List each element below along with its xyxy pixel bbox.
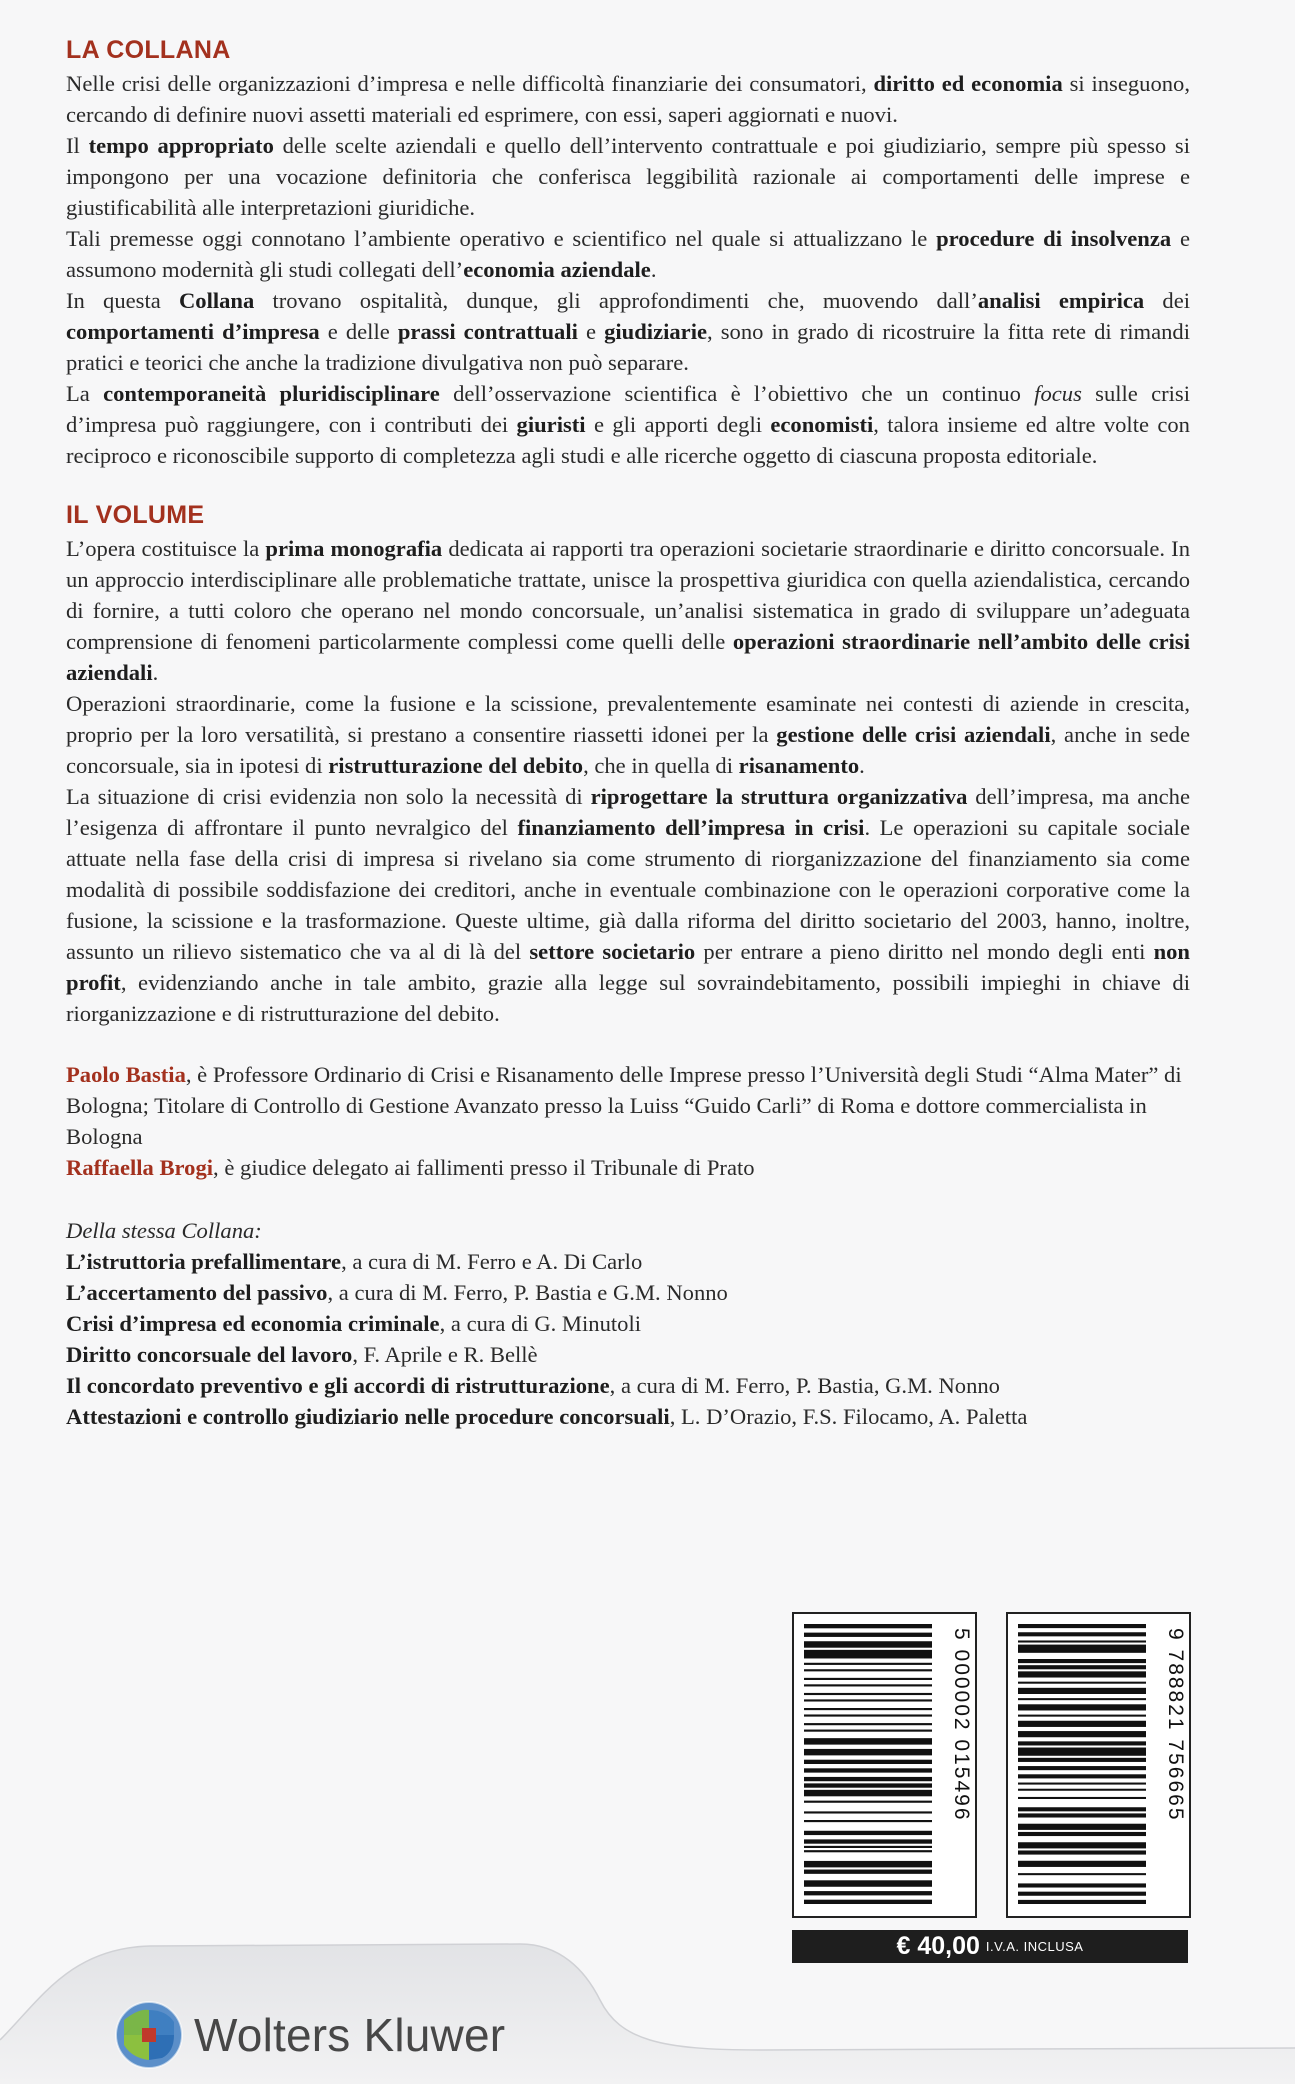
series-title: Della stessa Collana:: [66, 1218, 262, 1243]
barcode-bar: [1018, 1900, 1146, 1904]
emphasis-text: finanziamento dell’impresa in crisi: [517, 815, 865, 840]
barcode-bar: [1018, 1715, 1146, 1717]
barcode-bar: [1018, 1850, 1146, 1854]
collana-paragraph: [66, 378, 1190, 471]
body-text: In questa: [66, 288, 179, 313]
barcode-bar: [804, 1811, 932, 1813]
body-text: Nelle crisi delle organizzazioni d’impresa e nelle difficoltà finanziarie dei consumatori,: [66, 71, 874, 96]
body-text: Tali premesse oggi connotano l’ambiente operativo e scientifico nel quale si attualizzano le: [66, 226, 937, 251]
barcode-bar: [804, 1699, 932, 1701]
collana-body: [66, 68, 1190, 471]
barcode-bar: [1018, 1659, 1146, 1663]
series-book: [66, 1246, 1190, 1277]
body-text: dell’osservazione scientifica è l’obiettivo che un continuo: [439, 381, 1035, 406]
body-text: .: [152, 660, 159, 685]
barcode-bar: [804, 1850, 932, 1852]
body-text: delle scelte aziendali e quello dell’intervento contrattuale e poi giudiziario, sempre più spesso si impongono per una vocazione definitoria che conferisca leggibilità razionale ai comportamenti delle imprese e giustificabilità alle interpretazioni giuridiche.: [66, 133, 1191, 220]
barcode-bar: [804, 1708, 932, 1710]
body-text: e gli apporti degli: [585, 412, 771, 437]
emphasis-text: diritto ed economia: [873, 71, 1063, 96]
publisher-name: Wolters Kluwer: [194, 2009, 506, 2061]
barcode-bars: [804, 1624, 932, 1904]
barcode-bar: [804, 1693, 932, 1695]
barcode-bar: [1018, 1721, 1146, 1727]
barcode-bar: [804, 1891, 932, 1895]
body-text: trovano ospitalità, dunque, gli approfondimenti che, muovendo dall’: [254, 288, 978, 313]
barcode-bar: [1018, 1832, 1146, 1836]
emphasis-text: Collana: [178, 288, 255, 313]
globe-logo-icon: [114, 2000, 184, 2070]
series-book: [66, 1339, 1190, 1370]
book-editors: , a cura di M. Ferro, P. Bastia, G.M. Nonno: [609, 1373, 1000, 1398]
emphasis-text: ristrutturazione del debito: [328, 753, 584, 778]
book-title: Attestazioni e controllo giudiziario nelle procedure concorsuali: [66, 1404, 670, 1429]
author-name: Paolo Bastia: [66, 1062, 186, 1087]
body-text: dell’impresa, ma anche l’esigenza di affrontare il punto nevralgico del: [66, 784, 1190, 840]
barcode-bar: [804, 1669, 932, 1671]
book-title: Crisi d’impresa ed economia criminale: [66, 1311, 440, 1336]
body-text: e: [577, 319, 605, 344]
barcode-bar: [804, 1714, 932, 1716]
body-text: La situazione di crisi evidenzia non solo la necessità di: [66, 784, 591, 809]
barcode-bar: [1018, 1758, 1146, 1762]
barcode-bar: [804, 1839, 932, 1843]
barcode-bar: [804, 1641, 932, 1647]
emphasis-text: giudiziarie: [604, 319, 708, 344]
barcode-bar: [804, 1768, 932, 1772]
barcode-bar: [1018, 1731, 1146, 1737]
book-editors: , F. Aprile e R. Bellè: [352, 1342, 538, 1367]
body-text: L’opera costituisce la: [66, 536, 266, 561]
price-vat-note: I.V.A. INCLUSA: [985, 1939, 1084, 1954]
emphasis-text: procedure di insolvenza: [936, 226, 1172, 251]
body-text: Operazioni straordinarie, come la fusione e la scissione, prevalentemente esaminate nei contesti di aziende in crescita, proprio per la loro versatilità, si prestano a consentire riassetti idonei per la: [66, 691, 1190, 747]
emphasis-text: prima monografia: [265, 536, 443, 561]
barcode-bar: [804, 1650, 932, 1659]
barcode-bar: [1018, 1688, 1146, 1694]
emphasis-text: gestione delle crisi aziendali: [776, 722, 1051, 747]
price-value: € 40,00: [896, 1932, 980, 1960]
body-text: sulle crisi d’impresa può raggiungere, con i contributi dei: [66, 381, 1191, 437]
volume-body: [66, 533, 1190, 1029]
barcode-bar: [804, 1783, 932, 1787]
barcode-bar: [1018, 1748, 1146, 1756]
barcode-bar: [1018, 1741, 1146, 1745]
barcode-bar: [804, 1633, 932, 1637]
book-title: Diritto concorsuale del lavoro: [66, 1342, 353, 1367]
barcode-bar: [1018, 1665, 1146, 1669]
body-text: e delle: [319, 319, 398, 344]
barcode-bar: [804, 1749, 932, 1755]
barcode-bar: [1018, 1682, 1146, 1684]
volume-paragraph: [66, 781, 1190, 1029]
body-text: e assumono modernità gli studi collegati dell’: [66, 226, 1190, 282]
emphasis-text: contemporaneità pluridisciplinare: [103, 381, 440, 406]
book-title: Il concordato preventivo e gli accordi di ristrutturazione: [66, 1373, 610, 1398]
barcode-bars: [1018, 1624, 1146, 1904]
volume-paragraph: [66, 533, 1190, 688]
barcode-bar: [1018, 1797, 1146, 1799]
collana-paragraph: [66, 285, 1190, 378]
barcode-bar: [804, 1684, 932, 1686]
emphasis-text: economia aziendale: [463, 257, 651, 282]
body-text: , che in quella di: [583, 753, 739, 778]
barcode-bar: [1018, 1704, 1146, 1710]
book-editors: , a cura di M. Ferro e A. Di Carlo: [341, 1249, 643, 1274]
barcode-bar: [1018, 1766, 1146, 1770]
barcode-digits: 9 788821 756665: [1164, 1628, 1187, 1822]
series-book: [66, 1308, 1190, 1339]
emphasis-text: riprogettare la struttura organizzativa: [590, 784, 968, 809]
barcode-bar: [1018, 1842, 1146, 1848]
collana-paragraph: [66, 130, 1190, 223]
book-title: L’accertamento del passivo: [66, 1280, 328, 1305]
barcode-left: [792, 1612, 977, 1918]
author-name: Raffaella Brogi: [66, 1155, 214, 1180]
barcode-bar: [804, 1790, 932, 1796]
barcode-bar: [1018, 1632, 1146, 1636]
body-text: dei: [1144, 288, 1190, 313]
back-cover-text: [66, 36, 1190, 1432]
barcode-bar: [804, 1846, 932, 1848]
book-editors: , L. D’Orazio, F.S. Filocamo, A. Paletta: [669, 1404, 1028, 1429]
barcode-bar: [804, 1870, 932, 1874]
emphasis-text: operazioni straordinarie nell’ambito delle crisi aziendali: [66, 629, 1190, 685]
book-editors: , a cura di M. Ferro, P. Bastia e G.M. Nonno: [327, 1280, 728, 1305]
barcode-bar: [804, 1738, 932, 1744]
body-text: si inseguono, cercando di definire nuovi assetti materiali ed esprimere, con essi, saperi aggiornati e nuovi.: [66, 71, 1190, 127]
barcode-bar: [1018, 1698, 1146, 1700]
series-list: [66, 1215, 1190, 1432]
barcode-bar: [1018, 1640, 1146, 1642]
author-entry: [66, 1059, 1190, 1152]
body-text: , talora insieme ed altre volte con reciproco e riconoscibile supporto di completezza agli studi e alle ricerche oggetto di ciascuna proposta editoriale.: [66, 412, 1190, 468]
emphasis-text: non profit: [66, 939, 1190, 995]
barcode-bar: [1018, 1645, 1146, 1653]
body-text: La: [66, 381, 104, 406]
collana-paragraph: [66, 223, 1190, 285]
barcode-bar: [1018, 1883, 1146, 1887]
emphasis-text: tempo appropriato: [88, 133, 274, 158]
emphasis-text: comportamenti d’impresa: [66, 319, 320, 344]
authors-block: [66, 1059, 1190, 1183]
barcode-right: [1006, 1612, 1191, 1918]
emphasis-text: giuristi: [516, 412, 586, 437]
emphasis-text: economisti: [770, 412, 874, 437]
collana-paragraph: [66, 68, 1190, 130]
barcode-bar: [1018, 1774, 1146, 1778]
barcode-bar: [804, 1678, 932, 1680]
series-book: [66, 1370, 1190, 1401]
barcode-bar: [804, 1861, 932, 1867]
body-text: .: [859, 753, 865, 778]
author-entry: [66, 1152, 1190, 1183]
emphasis-text: prassi contrattuali: [397, 319, 578, 344]
barcode-bar: [804, 1730, 932, 1732]
series-book: [66, 1277, 1190, 1308]
body-text: dedicata ai rapporti tra operazioni societarie straordinarie e diritto concorsuale. In un approccio interdisciplinare alle problematiche trattate, unisce la prospettiva giuridica con quella aziendalistica, cercando di fornire, a tutti coloro che operano nel mondo concorsuale, un’analisi sistematica in grado di sviluppare un’adeguata comprensione di fenomeni particolarmente complessi come quelli delle: [66, 536, 1190, 654]
body-text: per entrare a pieno diritto nel mondo degli enti: [695, 939, 1154, 964]
barcode-bar: [1018, 1807, 1146, 1811]
book-editors: , a cura di G. Minutoli: [439, 1311, 642, 1336]
italic-text: focus: [1034, 381, 1082, 406]
emphasis-text: settore societario: [529, 939, 696, 964]
volume-paragraph: [66, 688, 1190, 781]
emphasis-text: risanamento: [738, 753, 860, 778]
barcode-bar: [1018, 1783, 1146, 1785]
book-title: L’istruttoria prefallimentare: [66, 1249, 342, 1274]
barcode-bar: [804, 1777, 932, 1781]
barcode-bar: [804, 1663, 932, 1665]
barcode-bar: [804, 1820, 932, 1822]
barcode-bar: [1018, 1824, 1146, 1830]
author-bio: , è Professore Ordinario di Crisi e Risanamento delle Imprese presso l’Università degli Studi “Alma Mater” di Bologna; Titolare di Controllo di Gestione Avanzato presso la Luiss “Guido Carli” di Roma e dottore commercialista in Bologna: [66, 1062, 1182, 1149]
barcode-bar: [1018, 1671, 1146, 1677]
body-text: , sono in grado di ricostruire la fitta rete di rimandi pratici e teorici che anche la tradizione divulgativa non può separare.: [66, 319, 1191, 375]
barcode-bar: [1018, 1813, 1146, 1817]
body-text: .: [650, 257, 657, 282]
price-label: [792, 1930, 1188, 1963]
series-book: [66, 1401, 1190, 1432]
barcode-bar: [1018, 1873, 1146, 1875]
barcode-bar: [804, 1624, 932, 1628]
barcode-bar: [1018, 1789, 1146, 1791]
barcode-bar: [804, 1723, 932, 1725]
barcode-bar: [1018, 1624, 1146, 1628]
barcode-bar: [804, 1880, 932, 1886]
collana-heading: LA COLLANA: [66, 36, 231, 64]
barcode-bar: [804, 1801, 932, 1803]
barcode-bar: [804, 1760, 932, 1764]
barcode-digits: 5 000002 015496: [950, 1628, 973, 1822]
barcode-bar: [1018, 1892, 1146, 1896]
volume-heading: IL VOLUME: [66, 501, 205, 529]
body-text: , evidenziando anche in tale ambito, grazie alla legge sul sovraindebitamento, possibili impieghi in chiave di riorganizzazione e di ristrutturazione del debito.: [66, 970, 1190, 1026]
author-bio: , è giudice delegato ai fallimenti presso il Tribunale di Prato: [213, 1155, 755, 1180]
body-text: Il: [66, 133, 89, 158]
barcode-bar: [804, 1900, 932, 1904]
barcode-bar: [1018, 1861, 1146, 1867]
body-text: , anche in sede concorsuale, sia in ipotesi di: [66, 722, 1190, 778]
publisher-logo: [114, 2000, 505, 2070]
body-text: . Le operazioni su capitale sociale attuate nella fase della crisi di impresa si rivelano sia come strumento di riorganizzazione del finanziamento sia come modalità di possibile soddisfazione dei creditori, anche in eventuale combinazione con le operazioni corporative come la fusione, la scissione e la trasformazione. Queste ultime, già dalla riforma del diritto societario del 2003, hanno, inoltre, assunto un rilievo sistematico che va al di là del: [66, 815, 1190, 964]
emphasis-text: analisi empirica: [977, 288, 1145, 313]
barcode-bar: [804, 1831, 932, 1835]
